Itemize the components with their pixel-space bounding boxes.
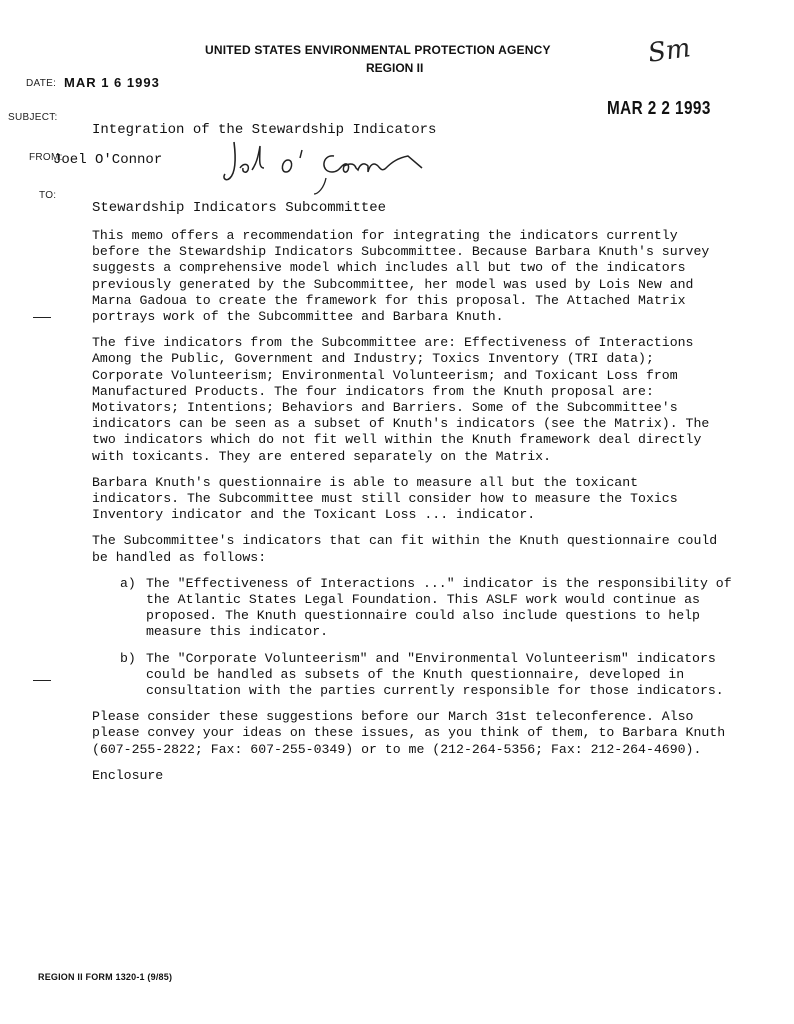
from-label: FROM:: [29, 152, 63, 163]
subject-value: Integration of the Stewardship Indicators: [92, 122, 437, 138]
body-paragraph: The five indicators from the Subcommittee are: Effectiveness of Interactions Among the Public, Government and Industry; Toxics Inventory (TRI data); Corporate Volunteerism; Environmental Volunteerism; and Toxicant Loss from Manufactured Products. The four indicators from the Knuth proposal are: Motivators; Intentions; Behaviors and Barriers. Some of the Subcommittee's indicators can be seen as a subset of Knuth's indicators (see the Matrix). The two indicators which do not fit well within the Knuth framework deal directly with toxicants. They are entered separately on the Matrix.: [92, 335, 710, 464]
date-label: DATE:: [26, 78, 57, 89]
agency-title: UNITED STATES ENVIRONMENTAL PROTECTION AGENCY: [205, 43, 551, 57]
list-item: [92, 576, 732, 641]
body-paragraph: Barbara Knuth's questionnaire is able to measure all but the toxicant indicators. The Subcommittee must still consider how to measure the Toxics Inventory indicator and the Toxicant Loss ... indicator.: [92, 474, 678, 523]
margin-mark: [33, 317, 51, 318]
closing-paragraph: Please consider these suggestions before our March 31st teleconference. Also please convey your ideas on these issues, as you think of them, to Barbara Knuth (607-255-2822; Fax: 607-255-0349) or to me (212-264-5356; Fax: 212-264-4690).: [92, 709, 726, 757]
body-paragraph: This memo offers a recommendation for integrating the indicators currently before the Stewardship Indicators Subcommittee. Because Barbara Knuth's survey suggests a comprehensive model which includes all but two of the indicators previously generated by the Subcommittee, her model was used by Lois New and Marna Gadoua to create the framework for this proposal. The Attached Matrix portrays work of the Subcommittee and Barbara Knuth.: [92, 228, 710, 325]
signature: [222, 138, 432, 198]
subject-label: SUBJECT:: [8, 112, 58, 123]
list-text: The "Effectiveness of Interactions ..." indicator is the responsibility of the Atlantic States Legal Foundation. This ASLF work would continue as proposed. The Knuth questionnaire could also include questions to help measure this indicator.: [146, 575, 732, 640]
to-value: Stewardship Indicators Subcommittee: [92, 200, 387, 216]
region-title: REGION II: [366, 61, 424, 75]
from-value: Joel O'Connor: [53, 152, 163, 168]
received-date-stamp: MAR 2 2 1993: [607, 98, 711, 118]
to-label: TO:: [39, 190, 57, 201]
body-paragraph: The Subcommittee's indicators that can fit within the Knuth questionnaire could be handled as follows:: [92, 533, 718, 565]
form-number: REGION II FORM 1320-1 (9/85): [38, 972, 173, 982]
list-item: [92, 651, 732, 700]
margin-mark: [33, 680, 51, 681]
handwritten-initials: Sm: [646, 33, 693, 69]
list-marker: a): [120, 575, 136, 591]
list-text: The "Corporate Volunteerism" and "Environmental Volunteerism" indicators could be handled as subsets of the Knuth questionnaire, developed in consultation with the parties currently responsible for those indicators.: [146, 650, 724, 699]
memo-body: [92, 228, 732, 794]
proposal-list: [92, 576, 732, 699]
list-marker: b): [120, 650, 136, 666]
date-value: MAR 1 6 1993: [64, 75, 160, 90]
enclosure-note: Enclosure: [92, 767, 164, 783]
